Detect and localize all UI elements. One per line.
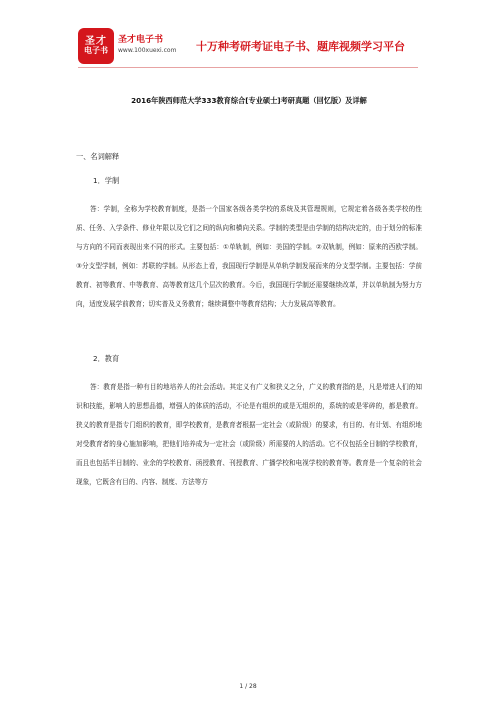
logo-text-bottom: 电子书	[84, 46, 108, 56]
document-body	[76, 96, 422, 492]
brand-url[interactable]: www.100xuexi.com	[118, 47, 177, 54]
header-slogan: 十万种考研考证电子书、题库视频学习平台	[196, 40, 405, 53]
brand-name: 圣才电子书	[118, 35, 164, 45]
term-answer-1: 答：学制，全称为学校教育制度，是指一个国家各级各类学校的系统及其管理规则，它规定着各级各类学校的性质、任务、入学条件、修业年限以及它们之间的纵向和横向关系。学制的类型是由学制的结构决定的，由于划分的标准与方向的不同而表现出来不同的形式。主要包括：①单轨制，例如：美国的学制。②双轨制，例如：原来的西欧学制。③分支型学制，例如：苏联的学制。从形态上看，我国现行学制是从单轨学制发展而来的分支型学制。主要包括：学前教育、初等教育、中等教育、高等教育这几个层次的教育。今后，我国现行学制还需要继续改革，并以单轨制为努力方向，适度发展学前教育；切实普及义务教育；继续调整中等教育结构；大力发展高等教育。	[76, 205, 422, 308]
term-heading-1: 1．学制	[93, 176, 120, 185]
shengcai-logo	[78, 28, 114, 64]
header-divider	[78, 67, 418, 68]
document-title: 2016年陕西师范大学333教育综合[专业硕士]考研真题（回忆版）及详解	[131, 96, 367, 105]
page-header	[78, 28, 418, 64]
page-number: 1 / 28	[239, 683, 257, 690]
term-heading-2: 2．教育	[93, 354, 120, 363]
term-answer-2: 答：教育是指一种有目的地培养人的社会活动。其定义有广义和狭义之分，广义的教育指的是，凡是增进人们的知识和技能，影响人的思想品德，增强人的体质的活动，不论是有组织的或是无组织的，系统的或是零碎的，都是教育。狭义的教育是指专门组织的教育，即学校教育，是教育者根据一定社会（或阶级）的要求，有目的、有计划、有组织地对受教育者的身心施加影响，把他们培养成为一定社会（或阶级）所需要的人的活动。它不仅包括全日制的学校教育，而且也包括半日制的、业余的学校教育、函授教育、刊授教育、广播学校和电视学校的教育等。教育是一个复杂的社会现象，它既含有目的、内容、制度、方法等方	[76, 383, 422, 486]
section-heading: 一、名词解释	[76, 152, 120, 161]
logo-text-top: 圣才	[85, 35, 107, 47]
brand-block	[118, 32, 176, 54]
